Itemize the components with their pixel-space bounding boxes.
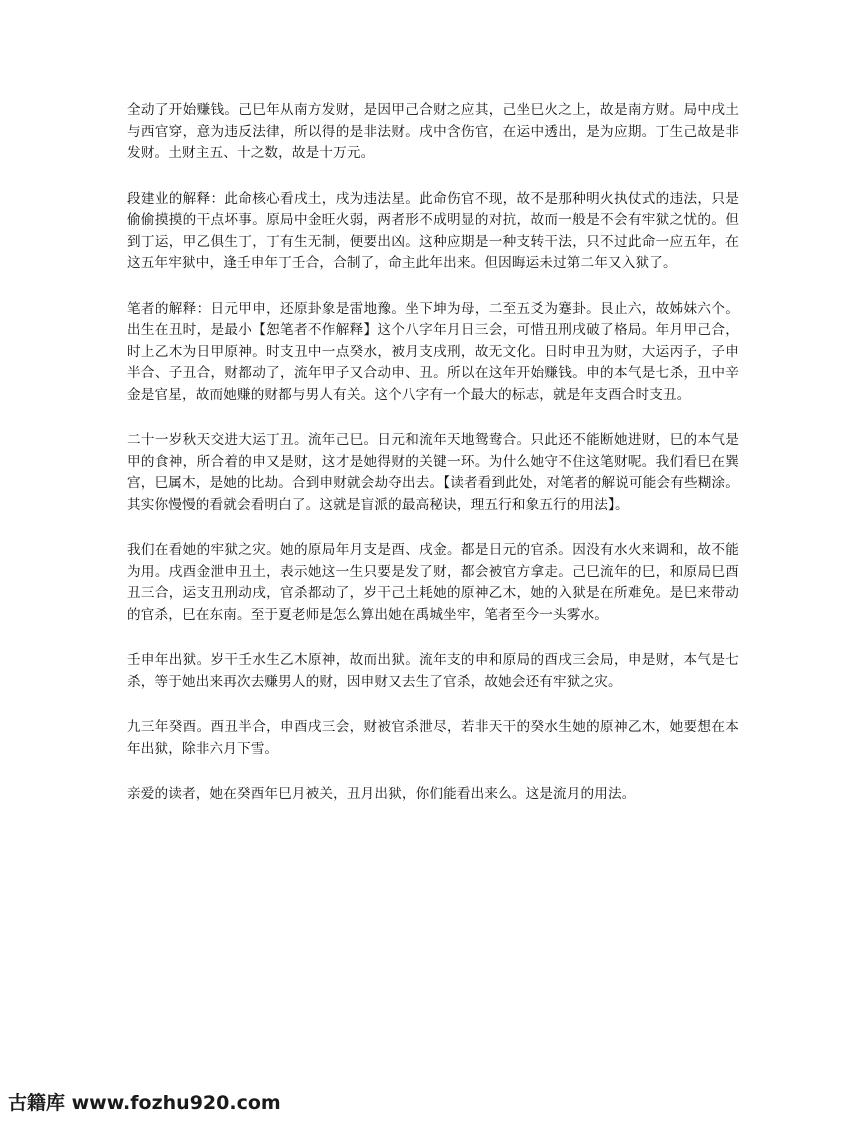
paragraph-7: 九三年癸酉。酉丑半合，申酉戌三会，财被官杀泄尽，若非天干的癸水生她的原神乙木，她要想在本年出狱，除非六月下雪。 (127, 719, 739, 757)
paragraph-2: 段建业的解释：此命核心看戌土，戌为违法星。此命伤官不现，故不是那种明火执仗式的违法，只是偷偷摸摸的干点坏事。原局中金旺火弱，两者形不成明显的对抗，故而一般是不会有牢狱之忧的。但到丁运，甲乙俱生丁，丁有生无制，便要出凶。这种应期是一种支转干法，只不过此命一应五年，在这五年牢狱中，逢壬申年丁壬合，合制了，命主此年出来。但因晦运未过第二年又入狱了。 (127, 190, 739, 271)
paragraph-4: 二十一岁秋天交进大运丁丑。流年己巳。日元和流年天地鸳鸯合。只此还不能断她进财，巳的本气是甲的食神，所合着的申又是财，这才是她得财的关键一环。为什么她守不住这笔财呢。我们看巳在巽宫，巳属木，是她的比劫。合到申财就会劫夺出去。【读者看到此处，对笔者的解说可能会有些糊涂。其实你慢慢的看就会看明白了。这就是盲派的最高秘诀，理五行和象五行的用法】。 (127, 432, 739, 513)
paragraph-1: 全动了开始赚钱。己巳年从南方发财，是因甲己合财之应其，己坐巳火之上，故是南方财。局中戌土与西官穿，意为违反法律，所以得的是非法财。戌中含伤官，在运中透出，是为应期。丁生己故是非发财。土财主五、十之数，故是十万元。 (127, 102, 739, 161)
paragraph-8: 亲爱的读者，她在癸酉年巳月被关，丑月出狱，你们能看出来么。这是流月的用法。 (127, 786, 636, 802)
paragraph-5: 我们在看她的牢狱之灾。她的原局年月支是酉、戌金。都是日元的官杀。因没有水火来调和，故不能为用。戌酉金泄申丑土，表示她这一生只要是发了财，都会被官方拿走。己巳流年的巳，和原局巳酉丑三合，运支丑刑动戌，官杀都动了，岁干己土耗她的原神乙木，她的入狱是在所难免。是巳来带动的官杀，巳在东南。至于夏老师是怎么算出她在禹城坐牢，笔者至今一头雾水。 (127, 542, 739, 623)
document-body (127, 100, 739, 830)
paragraph-6: 壬申年出狱。岁干壬水生乙木原神，故而出狱。流年支的申和原局的酉戌三会局，申是财，本气是七杀，等于她出来再次去赚男人的财，因申财又去生了官杀，故她会还有牢狱之灾。 (127, 652, 739, 690)
paragraph-3: 笔者的解释：日元甲申，还原卦象是雷地豫。坐下坤为母，二至五爻为蹇卦。艮止六，故姊妹六个。出生在丑时，是最小【恕笔者不作解释】这个八字年月日三会，可惜丑刑戌破了格局。年月甲己合，时上乙木为日甲原神。时支丑中一点癸水，被月支戌刑，故无文化。日时申丑为财，大运丙子，子申半合、子丑合，财都动了，流年甲子又合动申、丑。所以在这年开始赚钱。申的本气是七杀，丑中辛金是官星，故而她赚的财都与男人有关。这个八字有一个最大的标志，就是年支酉合时支丑。 (127, 300, 739, 403)
site-watermark: 古籍库 www.fozhu920.com (8, 1092, 281, 1114)
